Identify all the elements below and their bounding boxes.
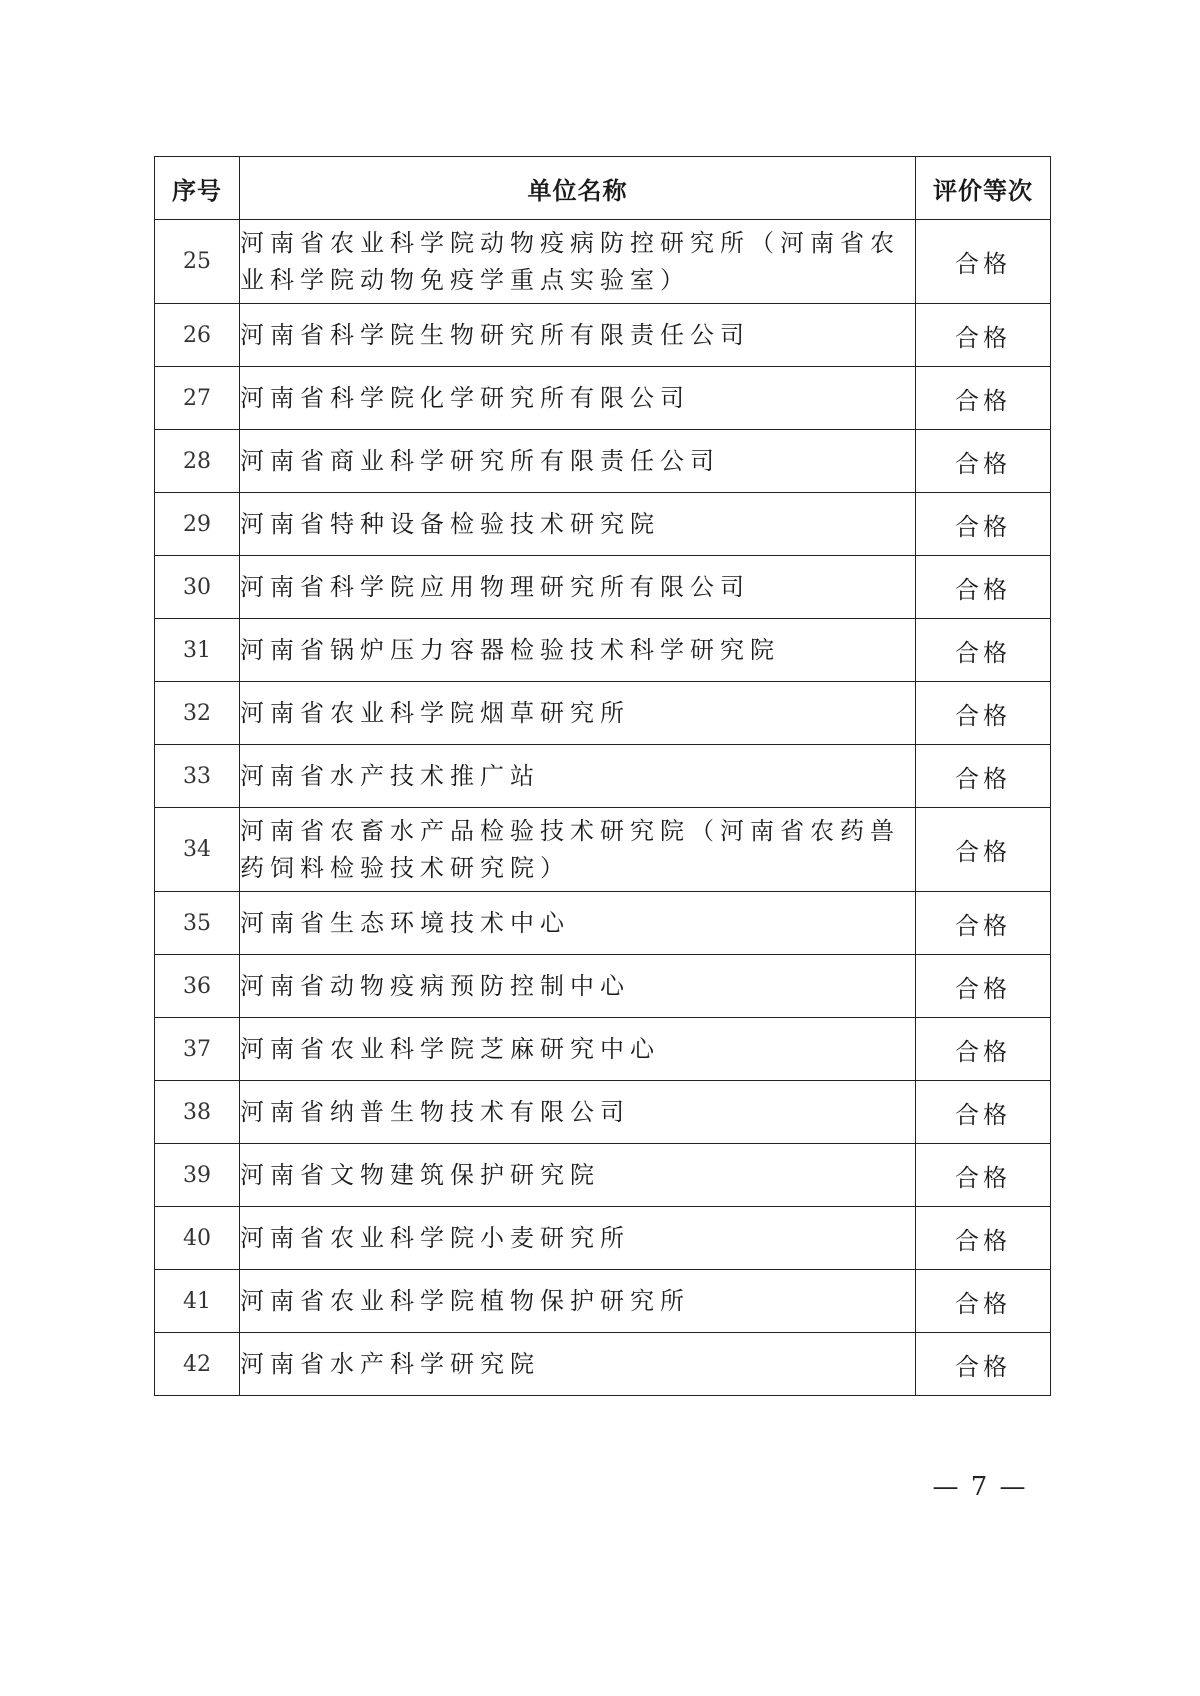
evaluation-results-table (154, 156, 1051, 1396)
table-row (155, 1270, 1051, 1333)
table-row (155, 493, 1051, 556)
row-unit-name: 河南省科学院生物研究所有限责任公司 (240, 304, 916, 367)
row-grade: 合格 (916, 1270, 1051, 1333)
row-grade: 合格 (916, 304, 1051, 367)
row-serial-number: 35 (155, 892, 240, 955)
row-grade: 合格 (916, 619, 1051, 682)
row-serial-number: 36 (155, 955, 240, 1018)
row-serial-number: 41 (155, 1270, 240, 1333)
page-number: — 7 — (932, 1472, 1028, 1502)
row-grade: 合格 (916, 1144, 1051, 1207)
row-serial-number: 38 (155, 1081, 240, 1144)
header-serial-number: 序号 (155, 157, 240, 220)
table-row (155, 1018, 1051, 1081)
row-serial-number: 42 (155, 1333, 240, 1396)
row-serial-number: 39 (155, 1144, 240, 1207)
table-row (155, 745, 1051, 808)
row-unit-name: 河南省特种设备检验技术研究院 (240, 493, 916, 556)
row-unit-name: 河南省农业科学院植物保护研究所 (240, 1270, 916, 1333)
table-header-row (155, 157, 1051, 220)
row-grade: 合格 (916, 745, 1051, 808)
table-row (155, 619, 1051, 682)
table-row (155, 1144, 1051, 1207)
row-grade: 合格 (916, 682, 1051, 745)
table-row (155, 808, 1051, 892)
table-row (155, 220, 1051, 304)
row-grade: 合格 (916, 892, 1051, 955)
row-serial-number: 37 (155, 1018, 240, 1081)
table-row (155, 556, 1051, 619)
row-serial-number: 30 (155, 556, 240, 619)
row-serial-number: 33 (155, 745, 240, 808)
row-unit-name: 河南省农畜水产品检验技术研究院（河南省农药兽药饲料检验技术研究院） (240, 808, 916, 892)
row-serial-number: 29 (155, 493, 240, 556)
table-row (155, 682, 1051, 745)
row-serial-number: 34 (155, 808, 240, 892)
row-grade: 合格 (916, 955, 1051, 1018)
row-unit-name: 河南省科学院应用物理研究所有限公司 (240, 556, 916, 619)
row-unit-name: 河南省动物疫病预防控制中心 (240, 955, 916, 1018)
row-unit-name: 河南省纳普生物技术有限公司 (240, 1081, 916, 1144)
row-unit-name: 河南省农业科学院芝麻研究中心 (240, 1018, 916, 1081)
row-grade: 合格 (916, 367, 1051, 430)
row-grade: 合格 (916, 808, 1051, 892)
row-grade: 合格 (916, 1018, 1051, 1081)
table-row (155, 367, 1051, 430)
header-evaluation-grade: 评价等次 (916, 157, 1051, 220)
row-unit-name: 河南省农业科学院动物疫病防控研究所（河南省农业科学院动物免疫学重点实验室） (240, 220, 916, 304)
row-unit-name: 河南省锅炉压力容器检验技术科学研究院 (240, 619, 916, 682)
row-grade: 合格 (916, 430, 1051, 493)
table-row (155, 955, 1051, 1018)
row-serial-number: 25 (155, 220, 240, 304)
table-row (155, 1081, 1051, 1144)
row-grade: 合格 (916, 1207, 1051, 1270)
row-unit-name: 河南省科学院化学研究所有限公司 (240, 367, 916, 430)
table-row (155, 1333, 1051, 1396)
row-unit-name: 河南省文物建筑保护研究院 (240, 1144, 916, 1207)
row-grade: 合格 (916, 1333, 1051, 1396)
row-grade: 合格 (916, 1081, 1051, 1144)
row-grade: 合格 (916, 220, 1051, 304)
row-unit-name: 河南省商业科学研究所有限责任公司 (240, 430, 916, 493)
table-row (155, 1207, 1051, 1270)
row-grade: 合格 (916, 493, 1051, 556)
table-row (155, 304, 1051, 367)
row-unit-name: 河南省农业科学院烟草研究所 (240, 682, 916, 745)
row-grade: 合格 (916, 556, 1051, 619)
row-unit-name: 河南省农业科学院小麦研究所 (240, 1207, 916, 1270)
row-serial-number: 27 (155, 367, 240, 430)
table-row (155, 892, 1051, 955)
row-unit-name: 河南省生态环境技术中心 (240, 892, 916, 955)
header-unit-name: 单位名称 (240, 157, 916, 220)
row-serial-number: 28 (155, 430, 240, 493)
row-serial-number: 31 (155, 619, 240, 682)
table-row (155, 430, 1051, 493)
row-unit-name: 河南省水产科学研究院 (240, 1333, 916, 1396)
row-serial-number: 32 (155, 682, 240, 745)
row-serial-number: 40 (155, 1207, 240, 1270)
row-serial-number: 26 (155, 304, 240, 367)
row-unit-name: 河南省水产技术推广站 (240, 745, 916, 808)
